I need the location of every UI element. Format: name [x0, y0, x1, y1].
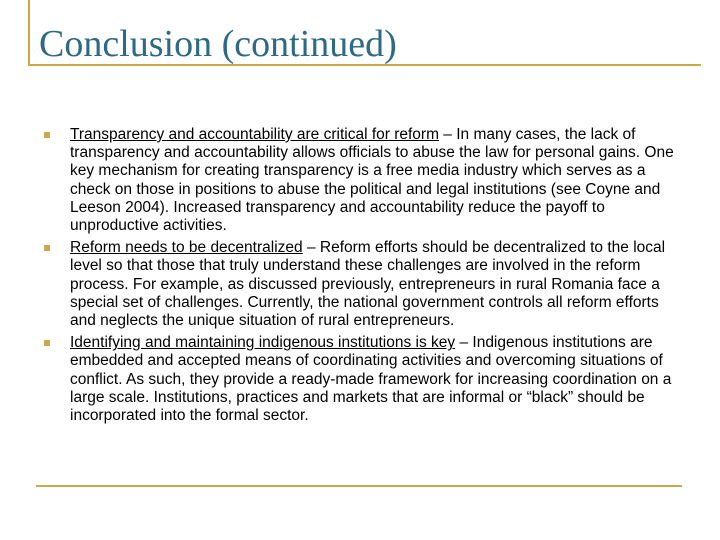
left-accent-rule — [28, 0, 30, 64]
bullet-body: – In many cases, the lack of transparency and accountability allows officials to abuse the law for personal gains. One key mechanism for creating transparency is a free media industry which serves as a check on those in positions to abuse the political and legal institutions (see Coyne and Leeson 2004). Increased transparency and accountability reduce the payoff to unproductive activities. — [70, 126, 674, 235]
bullet-list — [44, 126, 684, 429]
bullet-heading: Transparency and accountability are critical for reform — [70, 126, 439, 143]
bullet-body: – Reform efforts should be decentralized to the local level so that those that truly understand these challenges are involved in the reform process. For example, as discussed previously, entrepreneurs in rural Romania face a special set of challenges. Currently, the national government controls all reform efforts and neglects the unique situation of rural entrepreneurs. — [70, 239, 666, 330]
bullet-body: – Indigenous institutions are embedded and accepted means of coordinating activities and overcoming situations of conflict. As such, they provide a ready-made framework for increasing coordination on a large scale. Institutions, practices and markets that are informal or “black” should be incorporated into the formal sector. — [70, 334, 672, 425]
bullet-indigenous-institutions — [44, 334, 684, 425]
square-bullet-icon — [44, 340, 50, 346]
square-bullet-icon — [44, 132, 50, 138]
bullet-transparency — [44, 126, 684, 235]
bullet-heading: Identifying and maintaining indigenous institutions is key — [70, 334, 456, 352]
square-bullet-icon — [44, 245, 50, 251]
footer-rule — [36, 485, 682, 487]
bullet-heading: Reform needs to be decentralized — [70, 239, 303, 257]
bullet-decentralized — [44, 239, 684, 330]
slide-title: Conclusion (continued) — [39, 23, 397, 65]
